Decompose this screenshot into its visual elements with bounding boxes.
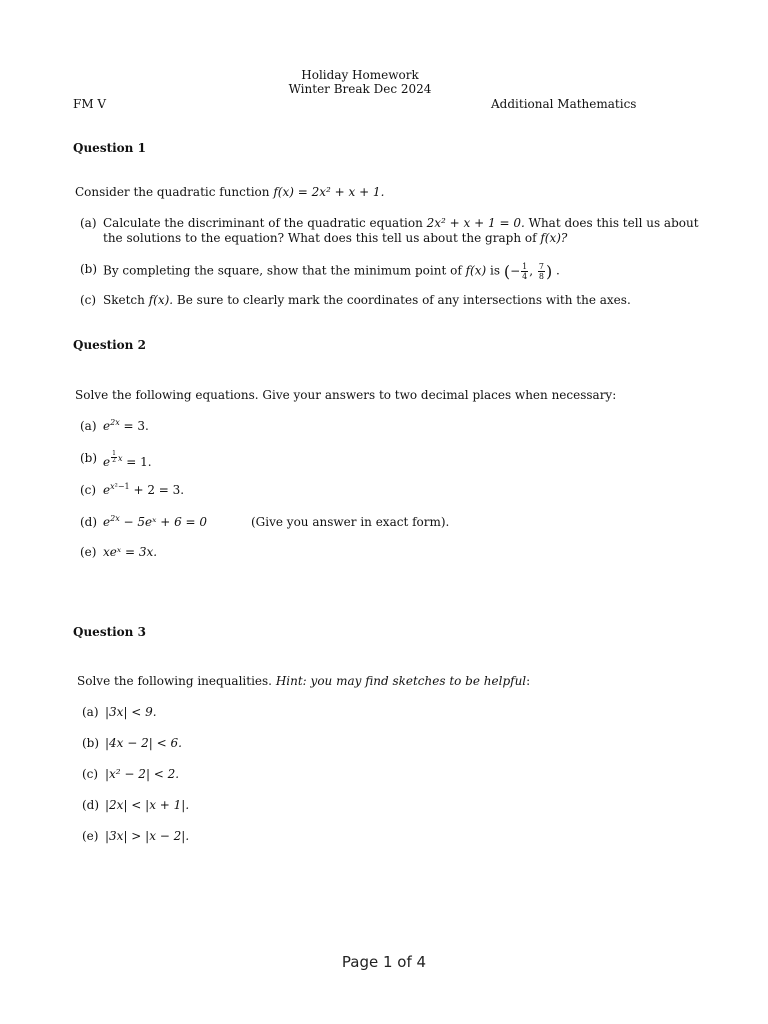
q2-b-rhs: = 1.	[126, 455, 152, 469]
q3-e-text: |3x| > |x − 2|.	[105, 829, 190, 843]
q1-c-text2: Be sure to clearly mark the coordinates of any intersections with the axes.	[176, 293, 631, 307]
q2-c-equation: $e^{x^2-1} + 2 = 3$.	[103, 482, 185, 497]
q1-b-label: (b)	[80, 262, 98, 276]
q3-a-inequality	[105, 705, 157, 720]
q3-intro: Solve the following inequalities. Hint: you may find sketches to be helpful:	[77, 674, 531, 688]
question-1-heading: Question 1	[73, 141, 146, 155]
q3-b-text: |4x − 2| < 6.	[105, 736, 182, 750]
q3-c-text: |x² − 2| < 2.	[105, 767, 180, 781]
q3-d-inequality	[105, 798, 189, 813]
document-subtitle: Winter Break Dec 2024	[288, 82, 432, 96]
class-label: FM V	[73, 97, 107, 111]
q1-c-text1: Sketch	[103, 293, 145, 307]
q2-c-label: (c)	[80, 483, 97, 497]
q2-intro: Solve the following equations. Give your answers to two decimal places when necessary:	[75, 388, 617, 402]
q1-function: f(x) = 2x² + x + 1.	[273, 185, 385, 199]
q1-a-text3: the solutions to the equation? What does this tell us about the graph of	[103, 231, 537, 245]
q3-a-label: (a)	[82, 705, 99, 719]
q1-a-equation: 2x² + x + 1 = 0.	[426, 216, 525, 230]
q1-a-text1: Calculate the discriminant of the quadratic equation	[103, 216, 423, 230]
q2-c-rhs: + 2 = 3.	[133, 483, 185, 497]
q2-d-equation: $e^{2x}$ − 5eˣ + 6 = 0	[103, 514, 208, 529]
page-number: Page 1 of 4	[341, 953, 427, 971]
q3-intro-text: Solve the following inequalities.	[77, 674, 272, 688]
question-3-heading: Question 3	[73, 625, 146, 639]
q3-hint: Hint: you may find sketches to be helpful	[275, 674, 527, 688]
q2-d-note: (Give you answer in exact form).	[251, 515, 450, 529]
q1-a-fx: f(x)?	[540, 231, 568, 245]
q3-d-text: |2x| < |x + 1|.	[105, 798, 190, 812]
q3-e-label: (e)	[82, 829, 99, 843]
q2-d-label: (d)	[80, 515, 98, 529]
q1-b-is: is	[490, 263, 500, 278]
q2-e-equation	[103, 545, 157, 560]
q2-d-rhs: − 5eˣ + 6 = 0	[123, 515, 208, 529]
q1-a-line1	[103, 216, 699, 231]
min-x-numerator: 1	[522, 262, 528, 271]
q2-b-label: (b)	[80, 451, 98, 465]
min-y-numerator: 7	[538, 262, 544, 271]
q3-b-label: (b)	[82, 736, 100, 750]
q2-a-label: (a)	[80, 419, 97, 433]
q3-a-text: |3x| < 9.	[105, 705, 157, 719]
q1-a-text2: What does this tell us about	[528, 216, 699, 230]
q2-a-equation: $e^{2x} = 3$.	[103, 418, 149, 433]
q3-c-label: (c)	[82, 767, 99, 781]
q3-d-label: (d)	[82, 798, 100, 812]
q1-b-text: By completing the square, show that the minimum point of	[103, 263, 462, 278]
q1-b-fx: f(x)	[465, 263, 487, 278]
q3-b-inequality	[105, 736, 182, 751]
document-title: Holiday Homework	[301, 68, 419, 82]
question-2-heading: Question 2	[73, 338, 146, 352]
q1-a-label: (a)	[80, 216, 97, 230]
min-y-denominator: 8	[538, 272, 544, 281]
q2-e-rhs: xeˣ = 3x.	[103, 545, 158, 559]
min-x-denominator: 4	[522, 272, 528, 281]
minimum-point: (− $\frac{1}{4}$ , $\frac{7}{8}$ )	[503, 261, 553, 281]
q1-b-line: By completing the square, show that the minimum point of f(x) is (− $\frac{1}{4}$ , $\frac{7}{8}$ ) .	[103, 261, 560, 281]
subject-label: Additional Mathematics	[491, 97, 637, 111]
q1-intro	[75, 185, 384, 200]
q1-c-line	[103, 293, 631, 308]
q2-e-label: (e)	[80, 545, 97, 559]
q1-c-label: (c)	[80, 293, 97, 307]
q2-b-equation: e $^{\frac{1}{2} x}$ = 1.	[103, 450, 152, 469]
q3-e-inequality	[105, 829, 189, 844]
q1-intro-text: Consider the quadratic function	[75, 185, 270, 199]
q1-a-line2	[103, 231, 567, 246]
q3-c-inequality	[105, 767, 179, 782]
q1-c-fx: f(x).	[148, 293, 174, 307]
q2-a-rhs: = 3.	[123, 419, 149, 433]
